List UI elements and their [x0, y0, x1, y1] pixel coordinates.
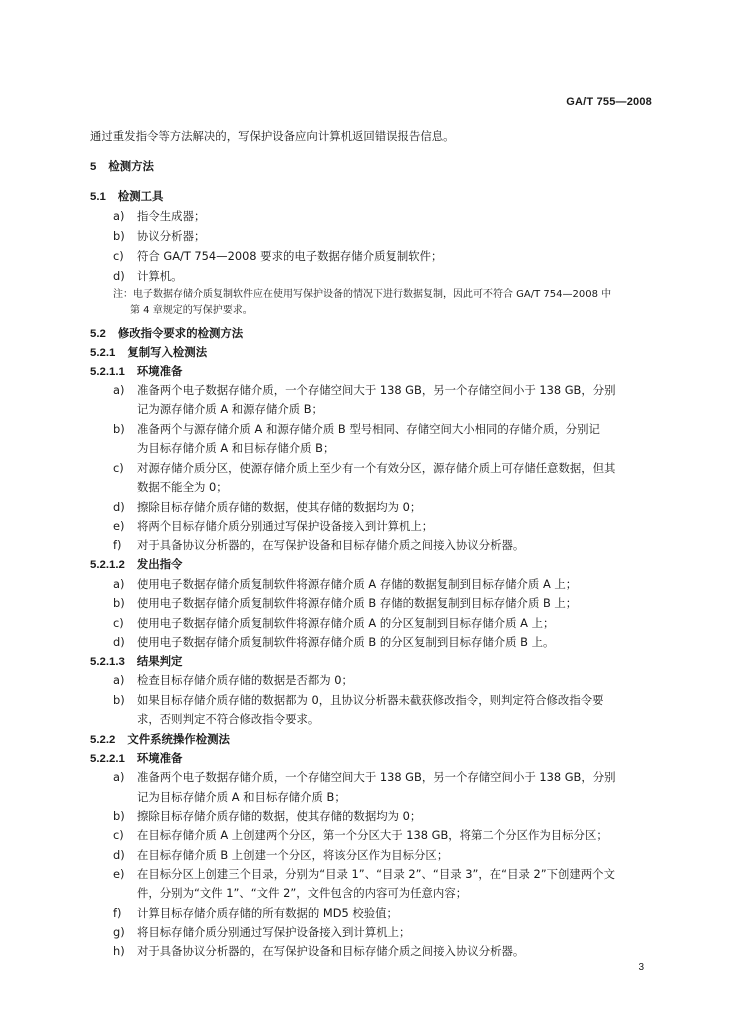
list-item-continuation: 求，否则判定不符合修改指令要求。	[137, 712, 320, 726]
list-marker: b)	[113, 422, 125, 436]
list-item	[113, 576, 648, 592]
list-item-text: 擦除目标存储介质存储的数据，使其存储的数据均为 0；	[137, 500, 422, 514]
list-item	[113, 692, 648, 708]
list-marker: f)	[113, 538, 122, 552]
list-item	[113, 421, 648, 437]
list-marker: d)	[113, 269, 125, 283]
section-number: 5.2	[90, 328, 106, 340]
list-marker: d)	[113, 500, 125, 514]
section-heading	[90, 653, 648, 670]
list-item-text: 检查目标存储介质存储的数据是否都为 0；	[137, 673, 353, 687]
list-item	[113, 905, 648, 921]
section-title: 环境准备	[136, 751, 183, 765]
section-number: 5.2.1	[90, 347, 116, 359]
list-item	[113, 228, 648, 244]
list-item-text: 如果目标存储介质存储的数据都为 0，且协议分析器未截获修改指令，则判定符合修改指令要	[137, 693, 604, 707]
section-title: 检测工具	[117, 189, 164, 203]
list-item	[113, 499, 648, 515]
list-item-text: 计算目标存储介质存储的所有数据的 MD5 校验值；	[137, 906, 398, 920]
list-item	[113, 615, 648, 631]
list-item	[113, 924, 648, 940]
list-item-continuation: 记为目标存储介质 A 和目标存储介质 B；	[137, 790, 346, 804]
section-title: 发出指令	[136, 557, 183, 571]
page-number: 3	[638, 962, 644, 973]
list-item-text: 使用电子数据存储介质复制软件将源存储介质 A 的分区复制到目标存储介质 A 上；	[137, 616, 555, 630]
section-heading	[90, 363, 648, 380]
section-title: 复制写入检测法	[127, 345, 208, 359]
list-item-text: 准备两个与源存储介质 A 和源存储介质 B 型号相同、存储空间大小相同的存储介质，分别记	[137, 422, 600, 436]
list-item	[113, 808, 648, 824]
section-number: 5.2.1.3	[90, 656, 125, 668]
document-code: GA/T 755—2008	[566, 96, 652, 108]
list-marker: c)	[113, 249, 124, 263]
list-marker: a)	[113, 770, 125, 784]
paragraph: 通过重发指令等方法解决的，写保护设备应向计算机返回错误报告信息。	[90, 129, 455, 143]
section-number: 5	[90, 161, 97, 173]
list-item-continuation: 为目标存储介质 A 和目标存储介质 B；	[137, 441, 335, 455]
list-marker: e)	[113, 519, 125, 533]
list-item	[113, 208, 648, 224]
note-continuation: 第 4 章规定的写保护要求。	[130, 305, 253, 316]
list-item-text: 将目标存储介质分别通过写保护设备接入到计算机上；	[137, 925, 411, 939]
list-item-continuation: 数据不能全为 0；	[137, 480, 228, 494]
list-item-text: 准备两个电子数据存储介质，一个存储空间大于 138 GB，另一个存储空间小于 138 GB，分别	[137, 770, 616, 784]
section-title: 修改指令要求的检测方法	[117, 326, 244, 340]
list-marker: f)	[113, 906, 122, 920]
list-marker: c)	[113, 828, 124, 842]
list-item	[113, 847, 648, 863]
list-item-text: 在目标存储介质 A 上创建两个分区，第一个分区大于 138 GB，将第二个分区作为目标分区；	[137, 828, 608, 842]
section-title: 文件系统操作检测法	[127, 732, 230, 746]
list-item	[113, 866, 648, 882]
section-heading	[90, 344, 648, 361]
section-number: 5.2.1.1	[90, 366, 125, 378]
list-marker: d)	[113, 848, 125, 862]
list-item	[113, 827, 648, 843]
list-item	[113, 595, 648, 611]
list-marker: a)	[113, 209, 125, 223]
list-item-text: 在目标分区上创建三个目录，分别为“目录 1”、“目录 2”、“目录 3”，在“目录 2”下创建两个文	[137, 867, 615, 881]
list-item	[113, 248, 648, 264]
list-item-text: 计算机。	[137, 269, 183, 283]
list-item	[113, 382, 648, 398]
list-item	[113, 634, 648, 650]
list-marker: b)	[113, 809, 125, 823]
list-item-continuation: 记为源存储介质 A 和源存储介质 B；	[137, 402, 323, 416]
section-heading	[90, 556, 648, 573]
list-item-text: 擦除目标存储介质存储的数据，使其存储的数据均为 0；	[137, 809, 422, 823]
list-marker: b)	[113, 596, 125, 610]
list-item	[113, 672, 648, 688]
list-marker: h)	[113, 944, 125, 958]
list-item-text: 使用电子数据存储介质复制软件将源存储介质 B 存储的数据复制到目标存储介质 B 上；	[137, 596, 578, 610]
list-marker: a)	[113, 383, 125, 397]
list-marker: a)	[113, 577, 125, 591]
list-marker: c)	[113, 461, 124, 475]
list-item	[113, 769, 648, 785]
list-item-text: 将两个目标存储介质分别通过写保护设备接入到计算机上；	[137, 519, 434, 533]
section-heading	[90, 325, 648, 342]
section-title: 检测方法	[108, 159, 154, 173]
list-marker: b)	[113, 229, 125, 243]
note-text: 注：电子数据存储介质复制软件应在使用写保护设备的情况下进行数据复制，因此可不符合 GA/T 754—2008 中	[113, 289, 612, 300]
list-item-continuation: 件，分别为“文件 1”、“文件 2”，文件包含的内容可为任意内容；	[137, 886, 468, 900]
list-item-text: 协议分析器；	[137, 229, 206, 243]
section-heading	[90, 188, 648, 205]
list-item-text: 使用电子数据存储介质复制软件将源存储介质 B 的分区复制到目标存储介质 B 上。	[137, 635, 555, 649]
list-item-text: 对源存储介质分区，使源存储介质上至少有一个有效分区，源存储介质上可存储任意数据，但其	[137, 461, 616, 475]
list-item-text: 对于具备协议分析器的，在写保护设备和目标存储介质之间接入协议分析器。	[137, 944, 525, 958]
section-title: 结果判定	[136, 654, 183, 668]
section-number: 5.2.2.1	[90, 753, 125, 765]
list-item-text: 使用电子数据存储介质复制软件将源存储介质 A 存储的数据复制到目标存储介质 A 上；	[137, 577, 578, 591]
list-marker: b)	[113, 693, 125, 707]
section-heading	[90, 750, 648, 767]
list-item-text: 符合 GA/T 754—2008 要求的电子数据存储介质复制软件；	[137, 249, 443, 263]
list-item-text: 指令生成器；	[137, 209, 206, 223]
list-item-text: 对于具备协议分析器的，在写保护设备和目标存储介质之间接入协议分析器。	[137, 538, 525, 552]
section-number: 5.1	[90, 191, 106, 203]
section-title: 环境准备	[136, 364, 183, 378]
section-number: 5.2.2	[90, 734, 116, 746]
list-marker: c)	[113, 616, 124, 630]
list-marker: g)	[113, 925, 125, 939]
list-item-text: 准备两个电子数据存储介质，一个存储空间大于 138 GB，另一个存储空间小于 138 GB，分别	[137, 383, 616, 397]
list-item	[113, 460, 648, 476]
list-marker: d)	[113, 635, 125, 649]
section-number: 5.2.1.2	[90, 559, 125, 571]
section-heading	[90, 158, 648, 175]
list-marker: e)	[113, 867, 125, 881]
list-item	[113, 943, 648, 959]
list-item	[113, 537, 648, 553]
list-item	[113, 268, 648, 284]
list-item-text: 在目标存储介质 B 上创建一个分区，将该分区作为目标分区；	[137, 848, 449, 862]
list-marker: a)	[113, 673, 125, 687]
section-heading	[90, 731, 648, 748]
list-item	[113, 518, 648, 534]
